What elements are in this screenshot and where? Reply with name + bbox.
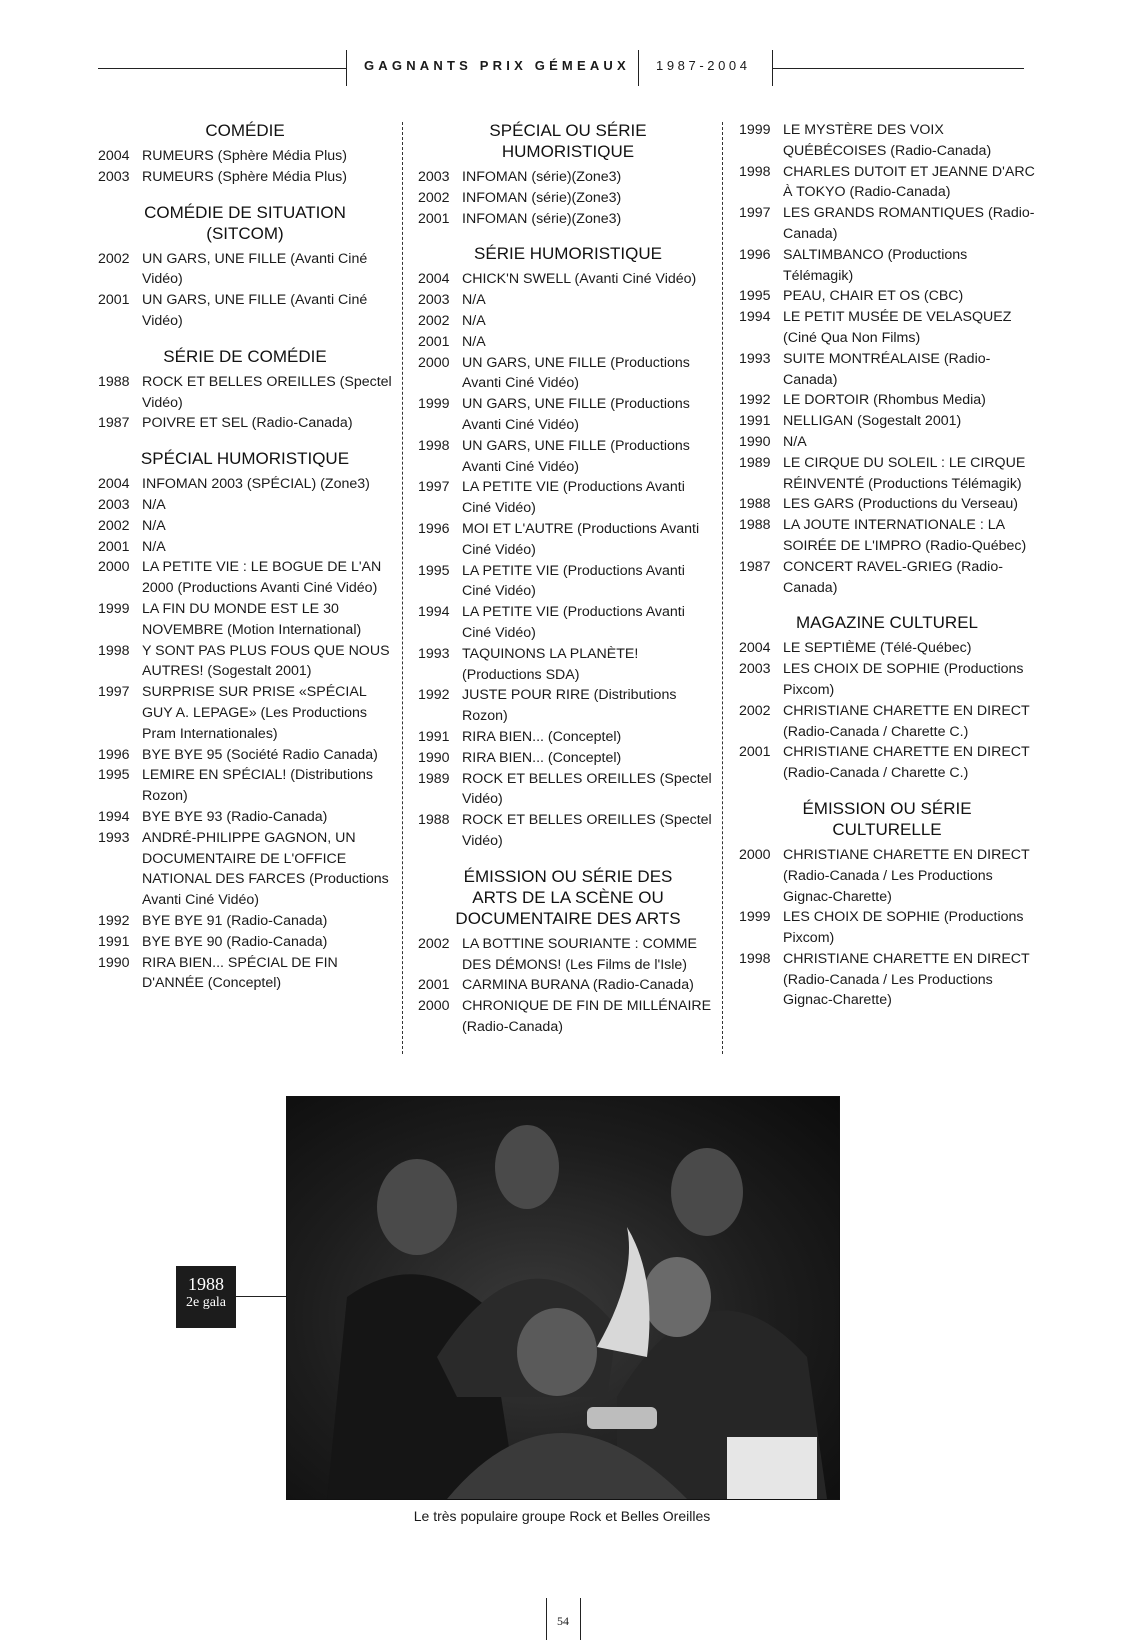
entry-year: 1995 [98, 767, 130, 784]
award-entry [418, 996, 718, 1038]
entry-text: RUMEURS (Sphère Média Plus) [142, 168, 347, 185]
award-entry [739, 638, 1035, 659]
entry-year: 1992 [98, 912, 130, 929]
entry-text: N/A [783, 433, 807, 450]
award-entry [418, 477, 718, 519]
gala-badge [176, 1266, 236, 1328]
award-entry [98, 828, 392, 911]
award-entry [98, 745, 392, 766]
entry-year: 1994 [418, 604, 450, 621]
award-entry [739, 432, 1035, 453]
award-entry [98, 249, 392, 291]
entry-year: 1995 [739, 288, 771, 305]
entry-year: 1989 [739, 454, 771, 471]
award-entry [739, 907, 1035, 949]
gala-label: 2e gala [185, 1295, 227, 1310]
entry-year: 1991 [418, 728, 450, 745]
award-entry [739, 453, 1035, 495]
entry-year: 2004 [739, 640, 771, 657]
award-entry [418, 436, 718, 478]
award-entry [98, 495, 392, 516]
entry-text: LE SEPTIÈME (Télé-Québec) [783, 640, 972, 657]
entry-text: LA FIN DU MONDE EST LE 30 NOVEMBRE (Motion International) [142, 600, 362, 638]
entry-year: 1998 [418, 437, 450, 454]
entry-year: 1996 [739, 246, 771, 263]
entry-year: 2004 [418, 271, 450, 288]
entry-text: LA PETITE VIE (Productions Avanti Ciné Vidéo) [462, 604, 685, 641]
award-entry [418, 269, 718, 290]
entry-text: INFOMAN (série)(Zone3) [462, 189, 622, 206]
award-entry [98, 932, 392, 953]
award-entry [98, 641, 392, 683]
entry-year: 1999 [98, 600, 130, 617]
award-entry [418, 727, 718, 748]
entry-text: ANDRÉ-PHILIPPE GAGNON, UN DOCUMENTAIRE DE L'OFFICE NATIONAL DES FARCES (Productions Avanti Ciné Vidéo) [142, 829, 389, 909]
entry-year: 1998 [739, 950, 771, 967]
entry-year: 1999 [418, 396, 450, 413]
group-photo [286, 1096, 840, 1500]
award-section [418, 243, 718, 851]
entry-year: 1994 [98, 808, 130, 825]
award-entry [98, 807, 392, 828]
entry-year: 2000 [418, 998, 450, 1015]
page-header [0, 48, 1125, 92]
entry-year: 2002 [98, 250, 130, 267]
award-entry [739, 349, 1035, 391]
entry-year: 2002 [418, 312, 450, 329]
entry-text: INFOMAN (série)(Zone3) [462, 210, 622, 227]
entry-text: BYE BYE 90 (Radio-Canada) [142, 933, 328, 950]
entry-year: 1994 [739, 309, 771, 326]
entry-year: 1988 [739, 517, 771, 534]
entry-text: ROCK ET BELLES OREILLES (Spectel Vidéo) [462, 812, 712, 849]
column-separator [402, 122, 403, 1054]
header-rule-left [98, 68, 346, 69]
award-entry [739, 307, 1035, 349]
award-entry [418, 810, 718, 852]
entry-year: 1997 [98, 684, 130, 701]
award-entry [739, 845, 1035, 907]
entry-year: 2002 [739, 702, 771, 719]
entry-text: LA PETITE VIE : LE BOGUE DE L'AN 2000 (Productions Avanti Ciné Vidéo) [142, 559, 382, 597]
entry-year: 1996 [418, 520, 450, 537]
award-entry [98, 516, 392, 537]
section-title: COMÉDIE [205, 121, 285, 140]
award-entry [739, 245, 1035, 287]
entry-text: CHRONIQUE DE FIN DE MILLÉNAIRE (Radio-Canada) [462, 998, 712, 1035]
award-entry [739, 742, 1035, 784]
entry-text: UN GARS, UNE FILLE (Productions Avanti Ciné Vidéo) [462, 396, 690, 433]
award-entry [418, 748, 718, 769]
award-entry [739, 203, 1035, 245]
entry-text: INFOMAN 2003 (SPÉCIAL) (Zone3) [142, 476, 370, 493]
entry-text: UN GARS, UNE FILLE (Productions Avanti Ciné Vidéo) [462, 354, 690, 392]
award-section [739, 798, 1035, 1011]
section-title: ÉMISSION OU SÉRIE DES ARTS DE LA SCÈNE OU DOCUMENTAIRE DES ARTS [455, 866, 681, 928]
entry-text: POIVRE ET SEL (Radio-Canada) [142, 415, 353, 432]
entry-year: 1987 [739, 558, 771, 575]
entry-year: 1997 [418, 479, 450, 496]
entry-text: LES GARS (Productions du Verseau) [783, 496, 1019, 513]
entry-text: UN GARS, UNE FILLE (Avanti Ciné Vidéo) [142, 250, 368, 288]
entry-text: BYE BYE 93 (Radio-Canada) [142, 808, 328, 825]
entry-text: NELLIGAN (Sogestalt 2001) [783, 413, 962, 430]
section-title: ÉMISSION OU SÉRIE CULTURELLE [802, 798, 972, 839]
entry-text: TAQUINONS LA PLANÈTE! (Productions SDA) [462, 645, 639, 683]
section-title: SPÉCIAL HUMORISTIQUE [140, 449, 350, 469]
entry-text: BYE BYE 91 (Radio-Canada) [142, 912, 328, 929]
award-entry [739, 701, 1035, 743]
award-section [739, 120, 1035, 598]
entry-text: LE PETIT MUSÉE DE VELASQUEZ (Ciné Qua Non Films) [783, 309, 1012, 346]
entry-year: 2003 [418, 169, 450, 185]
entry-text: LE DORTOIR (Rhombus Media) [783, 392, 986, 409]
page-number: 54 [557, 1614, 569, 1628]
award-entry [418, 602, 718, 644]
entry-year: 1991 [98, 933, 130, 950]
award-entry [418, 644, 718, 686]
entry-year: 1990 [739, 433, 771, 450]
award-section [98, 202, 392, 332]
entry-text: N/A [142, 496, 166, 513]
award-entry [98, 682, 392, 744]
award-entry [418, 975, 718, 996]
award-entry [98, 290, 392, 332]
entry-year: 2003 [418, 292, 450, 309]
entry-year: 2001 [739, 744, 771, 761]
entry-text: LES CHOIX DE SOPHIE (Productions Pixcom) [783, 909, 1024, 947]
entry-year: 2001 [418, 977, 450, 994]
header-rule-right [772, 68, 1024, 69]
entry-text: CHICK'N SWELL (Avanti Ciné Vidéo) [462, 271, 697, 288]
award-entry [739, 949, 1035, 1011]
entry-year: 1998 [739, 163, 771, 180]
entry-year: 1988 [418, 812, 450, 829]
award-entry [739, 390, 1035, 411]
entry-text: LES CHOIX DE SOPHIE (Productions Pixcom) [783, 661, 1024, 698]
award-entry [418, 209, 718, 230]
award-entry [98, 372, 392, 414]
award-entry [98, 557, 392, 599]
entry-text: LE CIRQUE DU SOLEIL : LE CIRQUE RÉINVENTÉ (Productions Télémagik) [783, 454, 1026, 492]
column-1 [98, 120, 392, 1008]
entry-text: LA JOUTE INTERNATIONALE : LA SOIRÉE DE L'IMPRO (Radio-Québec) [783, 517, 1027, 554]
entry-year: 1996 [98, 746, 130, 763]
entry-text: CARMINA BURANA (Radio-Canada) [462, 977, 694, 994]
entry-year: 2001 [418, 333, 450, 350]
entry-year: 1988 [98, 373, 130, 390]
award-entry [418, 167, 718, 188]
award-section [418, 866, 718, 1038]
entry-year: 2004 [98, 476, 130, 493]
entry-text: LES GRANDS ROMANTIQUES (Radio-Canada) [783, 205, 1035, 242]
entry-text: PEAU, CHAIR ET OS (CBC) [783, 288, 964, 305]
entry-text: BYE BYE 95 (Société Radio Canada) [142, 746, 378, 763]
section-title: COMÉDIE DE SITUATION (SITCOM) [144, 202, 346, 243]
award-entry [418, 561, 718, 603]
entry-text: SUITE MONTRÉALAISE (Radio-Canada) [783, 350, 991, 388]
entry-text: CHRISTIANE CHARETTE EN DIRECT (Radio-Canada / Les Productions Gignac-Charette) [783, 950, 1030, 1009]
entry-year: 2002 [418, 189, 450, 206]
award-section [98, 448, 392, 994]
entry-text: Y SONT PAS PLUS FOUS QUE NOUS AUTRES! (Sogestalt 2001) [142, 642, 390, 680]
entry-year: 1988 [739, 496, 771, 513]
entry-text: CHRISTIANE CHARETTE EN DIRECT (Radio-Canada / Charette C.) [783, 702, 1030, 740]
photo-caption: Le très populaire groupe Rock et Belles Oreilles [413, 1508, 711, 1524]
entry-text: RIRA BIEN... (Conceptel) [462, 728, 622, 745]
entry-text: CHARLES DUTOIT ET JEANNE D'ARC À TOKYO (Radio-Canada) [783, 163, 1035, 201]
entry-text: LEMIRE EN SPÉCIAL! (Distributions Rozon) [142, 767, 374, 805]
entry-text: LA PETITE VIE (Productions Avanti Ciné Vidéo) [462, 479, 685, 517]
award-entry [739, 286, 1035, 307]
entry-year: 1998 [98, 642, 130, 659]
entry-text: N/A [142, 517, 166, 534]
header-years: 1987-2004 [656, 58, 751, 73]
award-entry [98, 911, 392, 932]
entry-text: MOI ET L'AUTRE (Productions Avanti Ciné Vidéo) [462, 520, 700, 558]
award-section [98, 120, 392, 188]
entry-year: 1989 [418, 770, 450, 787]
award-entry [98, 146, 392, 167]
award-entry [418, 290, 718, 311]
entry-year: 2001 [98, 538, 130, 555]
award-entry [418, 332, 718, 353]
entry-text: RUMEURS (Sphère Média Plus) [142, 148, 347, 164]
entry-year: 2002 [418, 935, 450, 952]
award-entry [418, 311, 718, 332]
award-entry [739, 515, 1035, 557]
section-title: SPÉCIAL OU SÉRIE HUMORISTIQUE [489, 121, 647, 161]
entry-year: 1993 [418, 645, 450, 662]
entry-year: 1991 [739, 413, 771, 430]
entry-year: 2000 [739, 846, 771, 863]
entry-text: LE MYSTÈRE DES VOIX QUÉBÉCOISES (Radio-Canada) [783, 122, 992, 159]
entry-text: RIRA BIEN... (Conceptel) [462, 749, 622, 766]
entry-year: 1993 [98, 829, 130, 846]
award-entry [98, 953, 392, 995]
entry-text: RIRA BIEN... SPÉCIAL DE FIN D'ANNÉE (Conceptel) [142, 954, 338, 992]
entry-text: UN GARS, UNE FILLE (Avanti Ciné Vidéo) [142, 292, 368, 329]
entry-text: ROCK ET BELLES OREILLES (Spectel Vidéo) [142, 373, 392, 411]
entry-year: 1999 [739, 909, 771, 926]
entry-text: INFOMAN (série)(Zone3) [462, 169, 622, 185]
entry-text: LA PETITE VIE (Productions Avanti Ciné Vidéo) [462, 562, 685, 600]
entry-year: 1990 [418, 749, 450, 766]
entry-year: 1990 [98, 954, 130, 971]
entry-text: CONCERT RAVEL-GRIEG (Radio-Canada) [783, 558, 1003, 596]
award-entry [418, 188, 718, 209]
entry-text: SALTIMBANCO (Productions Télémagik) [783, 246, 968, 284]
entry-text: ROCK ET BELLES OREILLES (Spectel Vidéo) [462, 770, 712, 808]
award-entry [418, 394, 718, 436]
entry-text: CHRISTIANE CHARETTE EN DIRECT (Radio-Canada / Charette C.) [783, 744, 1030, 782]
entry-year: 2001 [418, 210, 450, 227]
award-entry [98, 167, 392, 188]
header-divider [346, 50, 347, 86]
award-section [739, 612, 1035, 784]
footer-divider [580, 1598, 581, 1640]
award-entry [98, 413, 392, 434]
entry-text: LA BOTTINE SOURIANTE : COMME DES DÉMONS! (Les Films de l'Isle) [462, 935, 697, 973]
header-divider [638, 50, 639, 86]
entry-year: 1995 [418, 562, 450, 579]
award-entry [739, 557, 1035, 599]
award-entry [418, 353, 718, 395]
entry-year: 2003 [98, 168, 130, 185]
award-entry [739, 659, 1035, 701]
award-entry [418, 769, 718, 811]
entry-text: UN GARS, UNE FILLE (Productions Avanti Ciné Vidéo) [462, 437, 690, 475]
section-title: SÉRIE DE COMÉDIE [163, 346, 327, 366]
entry-text: N/A [142, 538, 166, 555]
column-2 [418, 120, 718, 1052]
award-entry [739, 162, 1035, 204]
entry-text: N/A [462, 292, 486, 309]
entry-text: CHRISTIANE CHARETTE EN DIRECT (Radio-Canada / Les Productions Gignac-Charette) [783, 846, 1030, 905]
entry-year: 2003 [739, 661, 771, 678]
entry-text: JUSTE POUR RIRE (Distributions Rozon) [462, 687, 677, 725]
entry-year: 2000 [418, 354, 450, 371]
section-title: MAGAZINE CULTUREL [796, 613, 978, 633]
entry-year: 1987 [98, 415, 130, 432]
award-entry [98, 537, 392, 558]
award-entry [739, 494, 1035, 515]
entry-year: 2003 [98, 496, 130, 513]
award-entry [418, 685, 718, 727]
entry-text: N/A [462, 312, 486, 329]
entry-year: 2000 [98, 559, 130, 576]
entry-year: 1992 [418, 687, 450, 704]
entry-year: 1999 [739, 122, 771, 138]
award-section [418, 120, 718, 229]
entry-year: 2002 [98, 517, 130, 534]
section-title: SÉRIE HUMORISTIQUE [474, 244, 662, 264]
award-entry [98, 765, 392, 807]
award-entry [98, 599, 392, 641]
gala-year: 1988 [188, 1274, 224, 1294]
gala-connector [236, 1296, 288, 1297]
entry-year: 1993 [739, 350, 771, 367]
entry-year: 2004 [98, 148, 130, 164]
award-entry [418, 934, 718, 976]
column-separator [722, 122, 723, 1054]
entry-year: 2001 [98, 292, 130, 309]
award-entry [98, 474, 392, 495]
entry-year: 1997 [739, 205, 771, 222]
award-entry [739, 120, 1035, 162]
award-section [98, 346, 392, 434]
column-3 [739, 120, 1035, 1025]
entry-text: SURPRISE SUR PRISE «SPÉCIAL GUY A. LEPAGE» (Les Productions Pram Internationales) [142, 684, 368, 742]
entry-text: N/A [462, 333, 486, 350]
award-entry [418, 519, 718, 561]
header-title: GAGNANTS PRIX GÉMEAUX [364, 58, 630, 73]
entry-year: 1992 [739, 392, 771, 409]
award-entry [739, 411, 1035, 432]
